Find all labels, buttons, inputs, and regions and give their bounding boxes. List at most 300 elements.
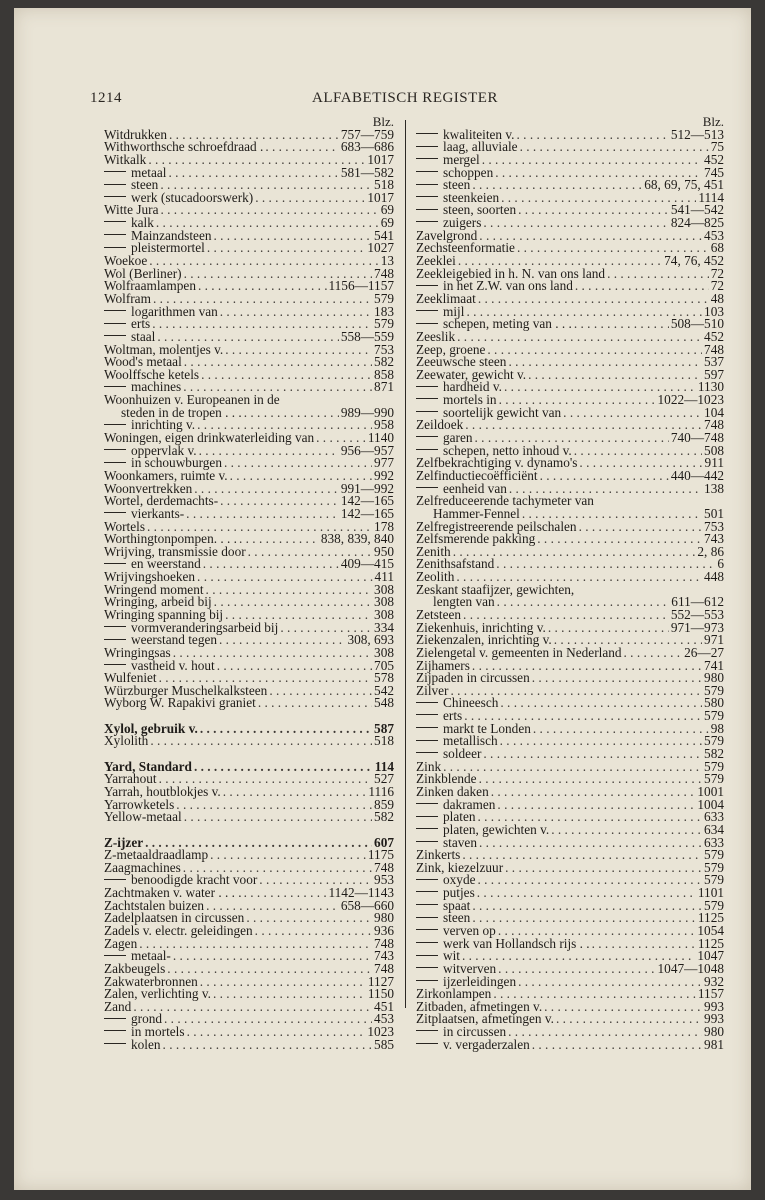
index-term: Wolfraamlampen (104, 278, 196, 294)
page-reference: 1125 (697, 910, 724, 926)
page-reference: 1125 (697, 935, 724, 951)
page-reference: 409—415 (340, 556, 394, 572)
ditto-dash (416, 942, 438, 943)
leader-dots (505, 862, 702, 875)
ditto-dash (416, 816, 438, 817)
index-term: kolen (131, 1036, 161, 1052)
page-reference: 308 (374, 581, 394, 597)
index-term: verven op (443, 923, 496, 938)
ditto-dash (104, 512, 126, 513)
leader-dots (203, 558, 339, 571)
ditto-dash (104, 424, 126, 425)
index-term: oxyde (443, 872, 476, 888)
index-entry (416, 533, 724, 546)
index-term: Zeeslik (416, 328, 456, 344)
index-term: metaal- (131, 948, 171, 964)
index-term: putjes (443, 885, 475, 901)
index-term: Woolffsche ketels (104, 366, 200, 382)
index-term: erts (443, 708, 463, 724)
index-term: oppervlak v. (131, 442, 197, 458)
page-reference: 578 (374, 670, 394, 686)
index-term: Zalen, verlichting v. (104, 986, 211, 1002)
leader-dots (579, 521, 702, 534)
leader-dots (225, 344, 372, 357)
page-reference: 48 (710, 290, 724, 306)
index-term: steen (443, 910, 471, 926)
page-reference: 859 (374, 796, 394, 812)
page-reference: 451 (374, 998, 394, 1014)
index-term: mijl (443, 303, 465, 319)
index-subentry (104, 1036, 394, 1052)
page-reference: 308, 693 (347, 632, 394, 648)
index-term: Ziekenzalen, inrichting v. (416, 632, 552, 648)
index-term: schepen, meting van . . . (443, 316, 572, 332)
index-term: mergel (443, 151, 480, 167)
ditto-dash (416, 323, 438, 324)
index-term: steenkeien (443, 189, 500, 205)
index-subentry (416, 935, 724, 951)
index-term: Wrijving, transmissie door (104, 543, 246, 559)
leader-dots (139, 938, 372, 951)
index-term: platen, gewichten v. (443, 821, 550, 837)
leader-dots (483, 748, 702, 761)
index-entry (416, 672, 724, 685)
leader-dots (556, 1013, 702, 1026)
leader-dots (255, 192, 365, 205)
ditto-dash (104, 221, 126, 222)
page-reference: 980 (704, 1024, 724, 1040)
page-reference: 993 (704, 998, 724, 1014)
page-reference: 579 (704, 872, 724, 888)
ditto-dash (104, 1030, 126, 1031)
ditto-dash (104, 626, 126, 627)
ditto-dash (416, 803, 438, 804)
page-reference: 634 (704, 821, 724, 837)
page-reference: 308 (374, 594, 394, 610)
page-reference: 512—513 (670, 126, 724, 142)
index-term: steen (443, 177, 471, 193)
index-term: Zelfinductiecoëfficiënt (416, 467, 538, 483)
index-term: schepen, netto inhoud v. (443, 442, 572, 458)
leader-dots (152, 318, 372, 331)
leader-dots (265, 141, 338, 154)
page-reference: 72 (710, 265, 724, 281)
index-term: Zand (104, 998, 132, 1014)
leader-dots (220, 495, 339, 508)
index-term: Z-ijzer (104, 834, 144, 850)
leader-dots (223, 786, 367, 799)
ditto-dash (416, 740, 438, 741)
page-reference: 579 (704, 733, 724, 749)
index-term: Woonkamers, ruimte v. (104, 467, 228, 483)
index-term: steden in de tropen . . . (121, 404, 242, 420)
leader-dots (219, 634, 345, 647)
page-reference: 1017 (367, 189, 394, 205)
leader-dots (497, 596, 670, 609)
index-term: Zelfsmerende pakking (416, 531, 536, 547)
page-reference: 745 (704, 164, 724, 180)
index-term: Witkalk (104, 151, 147, 167)
page-reference: 1001 (697, 783, 724, 799)
page-reference: 558—559 (340, 328, 394, 344)
index-term: witverven (443, 960, 497, 976)
page-reference: 69 (380, 215, 394, 231)
index-term: vastheid v. hout (131, 657, 215, 673)
index-subentry (416, 834, 724, 850)
index-term: Yarrah, houtblokjes v. (104, 783, 221, 799)
ditto-dash (416, 146, 438, 147)
index-term: Woltman, molentjes v. (104, 341, 224, 357)
page-reference: 748 (374, 960, 394, 976)
index-term: Yarrowketels (104, 796, 175, 812)
page-header (90, 90, 720, 110)
index-term: Chineesch (443, 695, 499, 711)
index-term: eenheid van (443, 480, 507, 496)
leader-dots (544, 1001, 702, 1014)
page-reference: 1127 (367, 973, 394, 989)
section-gap (104, 824, 394, 837)
index-term: machines (131, 379, 182, 395)
page-reference: 740—748 (670, 430, 724, 446)
leader-dots (269, 685, 372, 698)
index-subentry (416, 318, 724, 331)
index-entry (104, 925, 394, 938)
index-term: kalk (131, 215, 154, 231)
index-term: Zelfbekrachtiging v. dynamo's (416, 455, 578, 471)
leader-dots (624, 647, 683, 660)
index-term: Zelfreduceerende tachymeter van (416, 493, 594, 509)
leader-dots (574, 318, 669, 331)
ditto-dash (104, 184, 126, 185)
leader-dots (575, 280, 709, 293)
page-reference: 611—612 (671, 594, 724, 610)
ditto-dash (416, 828, 438, 829)
index-term: Zielengetal v. gemeenten in Nederland (416, 644, 622, 660)
page-reference: 1047 (697, 948, 724, 964)
page-reference: 2, 86 (697, 543, 724, 559)
page-reference: 971—973 (670, 619, 724, 635)
page-reference: 971 (704, 632, 724, 648)
leader-dots (197, 571, 373, 584)
page-reference: 440—442 (670, 467, 724, 483)
index-term: Woningen, eigen drinkwaterleiding van (104, 430, 315, 446)
index-term: werk (stucadoorswerk) (131, 189, 254, 205)
index-term: steen, soorten (443, 202, 517, 218)
page-reference: 597 (704, 366, 724, 382)
index-term: Zenithsafstand (416, 556, 495, 572)
index-term: zuigers (443, 215, 482, 231)
index-term: Zinkblende (416, 771, 477, 787)
ditto-dash (104, 335, 126, 336)
leader-dots (518, 976, 702, 989)
ditto-dash (104, 879, 126, 880)
leader-dots (496, 558, 715, 571)
index-term: in circussen (443, 1024, 507, 1040)
leader-dots (207, 242, 366, 255)
index-term: Wyborg W. Rapakivi graniet (104, 695, 256, 711)
index-term: garen (443, 430, 473, 446)
ditto-dash (416, 1043, 438, 1044)
index-term: kwaliteiten v. (443, 126, 515, 142)
leader-dots (563, 407, 702, 420)
leader-dots (532, 1039, 702, 1052)
ditto-dash (104, 323, 126, 324)
index-term: Zirkonlampen (416, 986, 492, 1002)
page-reference: 993 (704, 1011, 724, 1027)
ditto-dash (416, 727, 438, 728)
page-reference: 527 (374, 771, 394, 787)
page-reference: 579 (374, 290, 394, 306)
index-term: Zeeuwsche steen (416, 354, 507, 370)
index-term: Wrijvingshoeken (104, 569, 196, 585)
leader-dots (213, 988, 366, 1001)
ditto-dash (416, 221, 438, 222)
index-term: Zachtstalen buizen (104, 897, 205, 913)
index-term: spaat (443, 897, 471, 913)
index-term: Yarrahout (104, 771, 157, 787)
ditto-dash (416, 929, 438, 930)
page-title: ALFABETISCH REGISTER (312, 90, 498, 106)
leader-dots (168, 167, 338, 180)
index-term: v. vergaderzalen (443, 1036, 530, 1052)
index-subentry (104, 242, 394, 255)
ditto-dash (104, 247, 126, 248)
leader-dots (574, 445, 702, 458)
leader-dots (186, 508, 339, 521)
index-term: Withworthsche schroefdraad . (104, 139, 264, 155)
page-reference: 607 (374, 834, 394, 850)
page-reference: 956—957 (340, 442, 394, 458)
leader-dots (498, 963, 655, 976)
leader-dots (477, 887, 696, 900)
leader-dots (528, 369, 702, 382)
page-reference: 579 (704, 682, 724, 698)
page-reference: 748 (704, 417, 724, 433)
index-term: metaal (131, 164, 167, 180)
index-term: Wortel, derdemachts- (104, 493, 219, 509)
page-reference: 178 (374, 518, 394, 534)
index-term: in het Z.W. van ons land (443, 278, 573, 294)
page-reference: 579 (704, 758, 724, 774)
leader-dots (491, 786, 696, 799)
leader-dots (239, 533, 319, 546)
ditto-dash (104, 1018, 126, 1019)
page-reference: 748 (374, 935, 394, 951)
index-term: Woekoe (104, 253, 148, 269)
index-column-right (416, 116, 724, 1051)
index-term: grond (131, 1011, 163, 1027)
index-term: soortelijk gewicht van (443, 404, 562, 420)
page-reference: 992 (374, 467, 394, 483)
index-term: Zachtmaken v. water . . . . (104, 885, 242, 901)
page-reference: 743 (374, 948, 394, 964)
page-reference: 518 (374, 733, 394, 749)
ditto-dash (416, 209, 438, 210)
ditto-dash (416, 411, 438, 412)
leader-dots (487, 344, 702, 357)
index-term: Woonhuizen v. Europeanen in de (104, 392, 280, 408)
leader-dots (246, 912, 372, 925)
index-term: Wringing spanning bij (104, 606, 224, 622)
leader-dots (457, 331, 702, 344)
index-term: hardheid v. (443, 379, 502, 395)
ditto-dash (416, 310, 438, 311)
index-term: Zeewater, gewicht v. (416, 366, 527, 382)
leader-dots (472, 912, 696, 925)
ditto-dash (416, 158, 438, 159)
index-term: Wolfram (104, 290, 151, 306)
index-term: Zavelgrond (416, 227, 478, 243)
index-term: Xylol, gebruik v. (104, 720, 198, 736)
page-reference: 950 (374, 543, 394, 559)
index-term: Zink (416, 758, 442, 774)
index-term: dakramen (443, 796, 496, 812)
index-term: inrichting v. (131, 417, 196, 433)
index-term: laag, alluviale (443, 139, 518, 155)
page-reference: 411 (374, 569, 394, 585)
blz-label-right: Blz. (702, 114, 724, 129)
index-entry (416, 558, 724, 571)
leader-dots (217, 660, 372, 673)
ditto-dash (104, 664, 126, 665)
index-term: Wood's metaal (104, 354, 182, 370)
index-term: Zeeklimaat (416, 290, 476, 306)
leader-dots (472, 900, 702, 913)
index-term: Worthingtonpompen. . . . (104, 531, 237, 547)
leader-dots (482, 154, 702, 167)
index-entry (104, 697, 394, 710)
index-term: Zeildoek (416, 417, 464, 433)
page-reference: 1156—1157 (328, 278, 394, 294)
page-reference: 541—542 (670, 202, 724, 218)
page-reference: 753 (374, 341, 394, 357)
ditto-dash (416, 879, 438, 880)
page-reference: 334 (374, 619, 394, 635)
index-term: Wulfeniet (104, 670, 157, 686)
page-reference: 579 (704, 708, 724, 724)
page-reference: 582 (374, 354, 394, 370)
page-reference: 69 (380, 202, 394, 218)
leader-dots (532, 672, 702, 685)
index-term: Witdrukken (104, 126, 167, 142)
index-term: erts (131, 316, 151, 332)
page-reference: 508—510 (670, 316, 724, 332)
leader-dots (258, 697, 372, 710)
leader-dots (607, 268, 709, 281)
index-entry (104, 735, 394, 748)
index-term: staal (131, 328, 156, 344)
leader-dots (592, 938, 696, 951)
page-reference: 824—825 (670, 215, 724, 231)
leader-dots (167, 963, 372, 976)
ditto-dash (104, 955, 126, 956)
index-term: Wringing, arbeid bij (104, 594, 212, 610)
page-reference: 1027 (367, 240, 394, 256)
index-term: weerstand tegen (131, 632, 218, 648)
index-entry (104, 811, 394, 824)
index-term: Zetsteen (416, 606, 462, 622)
leader-dots (220, 306, 372, 319)
index-term: Zitplaatsen, afmetingen v. (416, 1011, 554, 1027)
page-reference: 585 (374, 1036, 394, 1052)
index-term: Wringend moment (104, 581, 204, 597)
page-reference: 581—582 (340, 164, 394, 180)
ditto-dash (416, 133, 438, 134)
page-reference: 142—165 (340, 505, 394, 521)
index-term: Zitbaden, afmetingen v. (416, 998, 543, 1014)
page-reference: 518 (374, 177, 394, 193)
leader-dots (201, 369, 372, 382)
page-reference: 74, 76, 452 (664, 253, 724, 269)
index-term: staven (443, 834, 477, 850)
page-reference: 1140 (367, 430, 394, 446)
index-term: steen (131, 177, 159, 193)
index-term: vierkants- (131, 505, 185, 521)
index-term: Zilver (416, 682, 449, 698)
page-reference: 932 (704, 973, 724, 989)
page-reference: 705 (374, 657, 394, 673)
page-reference: 68 (710, 240, 724, 256)
leader-dots (548, 622, 669, 635)
page-reference: 548 (374, 695, 394, 711)
leader-dots (551, 824, 702, 837)
leader-dots (150, 735, 372, 748)
page-reference: 453 (704, 227, 724, 243)
page-reference: 1142—1143 (328, 885, 394, 901)
page-reference: 542 (374, 682, 394, 698)
index-term: Zaagmachines (104, 859, 181, 875)
leader-dots (200, 976, 366, 989)
page-reference: 72 (710, 278, 724, 294)
page-reference: 541 (374, 227, 394, 243)
page-reference: 452 (704, 151, 724, 167)
leader-dots (224, 457, 372, 470)
page-reference: 579 (704, 859, 724, 875)
page-reference: 838, 839, 840 (320, 531, 394, 547)
leader-dots (160, 204, 378, 217)
page-reference: 579 (704, 897, 724, 913)
page-reference: 911 (704, 455, 724, 471)
page-reference: 1150 (367, 986, 394, 1002)
page-reference: 1130 (697, 379, 724, 395)
leader-dots (479, 837, 702, 850)
page-number: 1214 (90, 90, 122, 106)
index-term: werk van Hollandsch rijs . . (443, 935, 590, 951)
index-term: Yellow-metaal (104, 809, 182, 825)
page-reference: 103 (704, 303, 724, 319)
index-entry (104, 988, 394, 1001)
page-reference: 537 (704, 354, 724, 370)
index-term: Ziekenhuis, inrichting v. (416, 619, 546, 635)
ditto-dash (416, 436, 438, 437)
index-term: Zagen (104, 935, 138, 951)
ditto-dash (416, 398, 438, 399)
leader-dots (210, 849, 366, 862)
index-subentry (416, 697, 724, 710)
page-reference: 753 (704, 518, 724, 534)
page-reference: 580 (704, 695, 724, 711)
leader-dots (479, 773, 702, 786)
column-divider (405, 120, 406, 1008)
index-term: Zelfregistreerende peilschalen (416, 518, 577, 534)
leader-dots (443, 761, 702, 774)
page-reference: 1116 (368, 783, 394, 799)
page-reference: 981 (704, 1036, 724, 1052)
leader-dots (206, 584, 373, 597)
page-reference: 138 (704, 480, 724, 496)
ditto-dash (416, 841, 438, 842)
index-term: Zeekleigebied in h. N. van ons land (416, 265, 606, 281)
